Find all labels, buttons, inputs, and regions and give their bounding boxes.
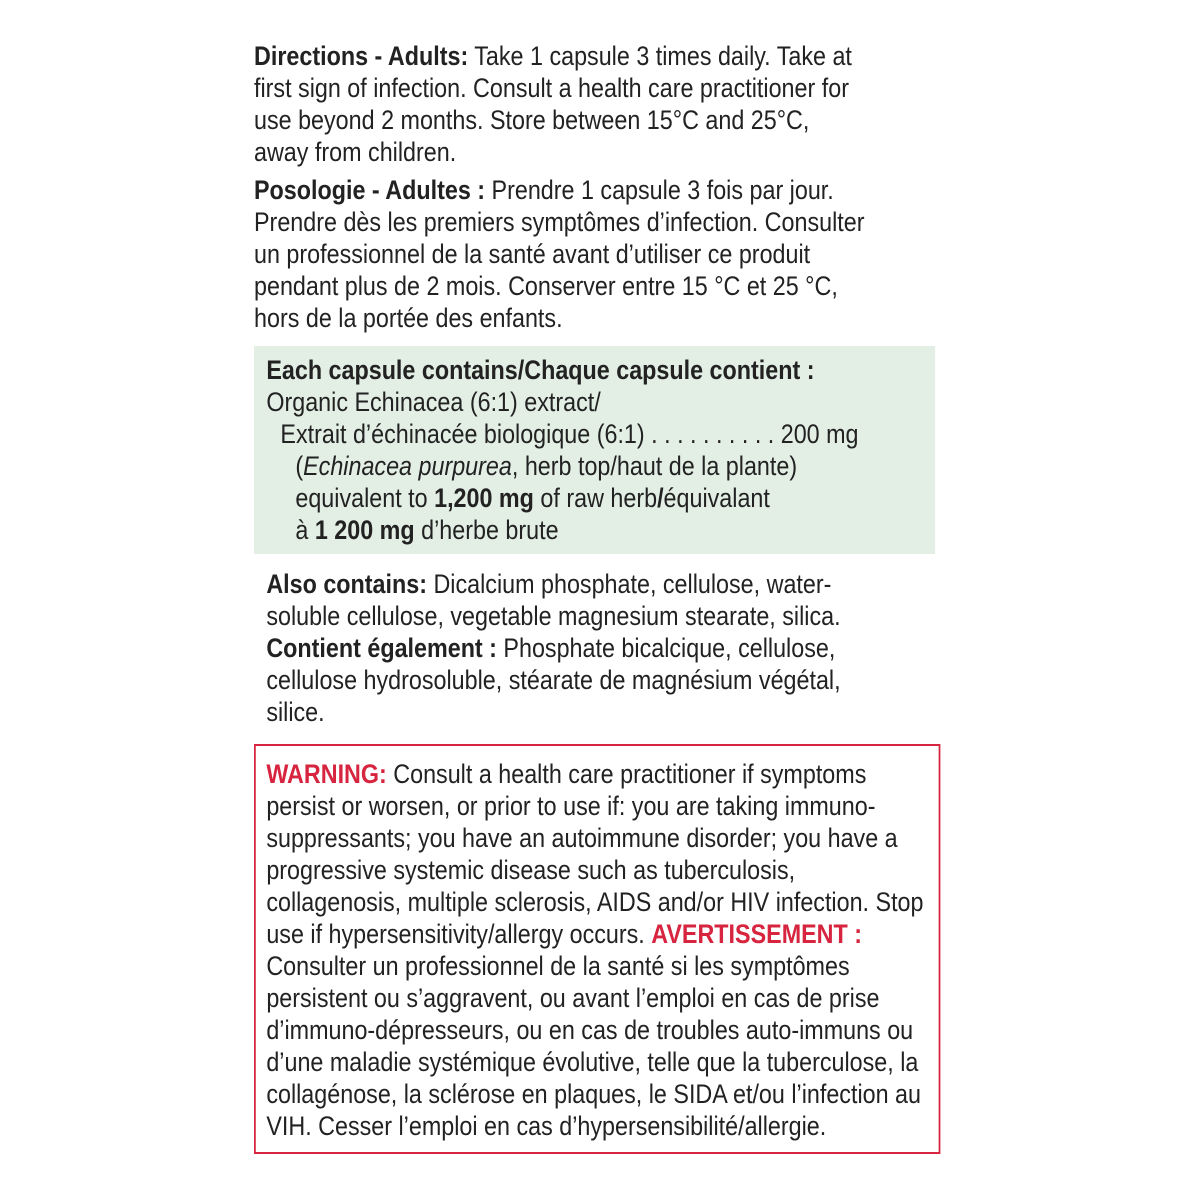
product-label xyxy=(254,40,924,1154)
equiv-fr-word: équivalant xyxy=(663,483,770,513)
equiv-amount-en: 1,200 mg xyxy=(434,483,534,513)
warning-fr-text: Consulter un professionnel de la santé si les symptômes persistent ou s’aggravent, ou avant l’emploi en cas de prise d’immuno-dépresseurs, ou en cas de troubles auto-immuns ou d’une maladie systémique évolutive, telle que la tuberculose, la collagénose, la sclérose en plaques, le SIDA et/ou l’infection au VIH. Cesser l’emploi en cas d’hypersensibilité/allergie. xyxy=(266,951,921,1141)
equiv-amount-fr: 1 200 mg xyxy=(314,515,415,545)
latin-name: Echinacea purpurea xyxy=(303,451,512,481)
paren-open: ( xyxy=(295,451,304,481)
directions-fr-label: Posologie - Adultes : xyxy=(254,175,486,205)
warning-fr-label: AVERTISSEMENT : xyxy=(651,919,863,949)
also-contains-en-text: Dicalcium phosphate, cellulose, water-soluble cellulose, vegetable magnesium stearate, silica. xyxy=(266,569,841,631)
equiv-slash: / xyxy=(657,483,664,513)
directions-en xyxy=(254,40,870,168)
also-contains-fr xyxy=(254,632,870,728)
equivalence-fr xyxy=(266,514,922,546)
directions-en-text: Take 1 capsule 3 times daily. Take at first sign of infection. Consult a health care practitioner for use beyond 2 months. Store between 15°C and 25°C, away from children. xyxy=(254,41,852,167)
also-contains-en-label: Also contains: xyxy=(266,569,427,599)
ingredients-box xyxy=(254,346,935,554)
directions-fr-text: Prendre 1 capsule 3 fois par jour. Prendre dès les premiers symptômes d’infection. Consulter un professionnel de la santé avant d’utiliser ce produit pendant plus de 2 mois. Conserver entre 15 °C et 25 °C, hors de la portée des enfants. xyxy=(254,175,865,333)
ingredients-heading xyxy=(266,354,922,386)
ingredients-heading-text: Each capsule contains/Chaque capsule contient : xyxy=(266,355,815,385)
equiv-pre: equivalent to xyxy=(295,483,435,513)
ingredient-fr: Extrait d’échinacée biologique (6:1) . . . . . . . . . . 200 mg xyxy=(280,419,859,449)
directions-en-label: Directions - Adults: xyxy=(254,41,469,71)
also-contains-fr-text: Phosphate bicalcique, cellulose, cellulose hydrosoluble, stéarate de magnésium végétal, silice. xyxy=(266,633,841,727)
also-contains-en xyxy=(254,568,870,632)
directions-fr xyxy=(254,174,870,334)
also-contains-fr-label: Contient également : xyxy=(266,633,497,663)
ingredient-source xyxy=(266,450,922,482)
equiv-mid: of raw herb xyxy=(533,483,658,513)
plant-part: , herb top/haut de la plante) xyxy=(511,451,798,481)
equiv-post: d’herbe brute xyxy=(414,515,559,545)
warning-box xyxy=(254,744,940,1154)
warning-en-text: Consult a health care practitioner if symptoms persist or worsen, or prior to use if: you are taking immuno-suppressants; you have an autoimmune disorder; you have a progressive systemic disease such as tuberculosis, collagenosis, multiple sclerosis, AIDS and/or HIV infection. Stop use if hypersensitivity/allergy occurs. xyxy=(266,759,924,949)
equivalence-en xyxy=(266,482,922,514)
ingredient-en: Organic Echinacea (6:1) extract/ xyxy=(266,387,601,417)
equiv-a: à xyxy=(295,515,315,545)
warning-en-label: WARNING: xyxy=(266,759,387,789)
